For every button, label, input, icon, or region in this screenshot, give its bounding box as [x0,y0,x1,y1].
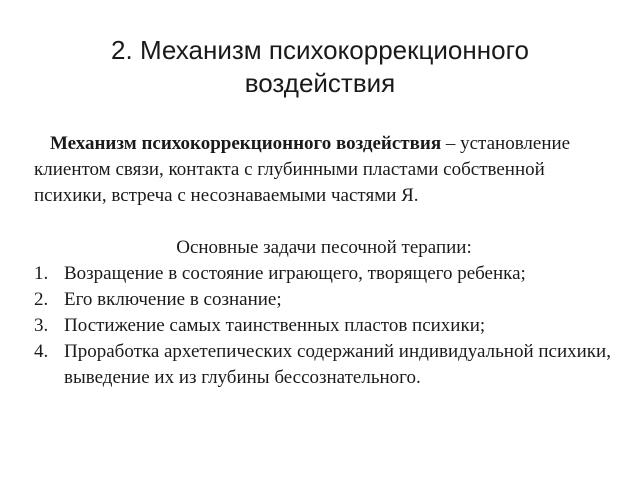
list-item-text: Проработка архетепических содержаний индивидуальной психики, выведение их из глубины бессознательного. [64,341,611,388]
list-item-number: 3. [34,315,49,336]
list-item-number: 1. [34,263,49,284]
slide-title: 2. Механизм психокоррекционного воздействия [111,35,529,98]
list-item [34,287,614,313]
tasks-list [34,261,614,391]
list-item-text: Возращение в состояние играющего, творящего ребенка; [64,263,526,284]
slide-body [34,131,614,391]
definition-paragraph [34,131,614,209]
list-item-text: Его включение в сознание; [64,289,282,310]
list-item [34,313,614,339]
list-item [34,261,614,287]
list-item-text: Постижение самых таинственных пластов психики; [64,315,486,336]
definition-term: Механизм психокоррекционного воздействия [50,133,442,154]
list-item-number: 2. [34,289,49,310]
definition-text: – установление клиентом связи, контакта с глубинными пластами собственной психики, встреча с несознаваемыми частями Я. [34,133,571,206]
list-item-number: 4. [34,341,49,362]
tasks-heading: Основные задачи песочной терапии: [176,237,472,258]
list-item [34,339,614,391]
